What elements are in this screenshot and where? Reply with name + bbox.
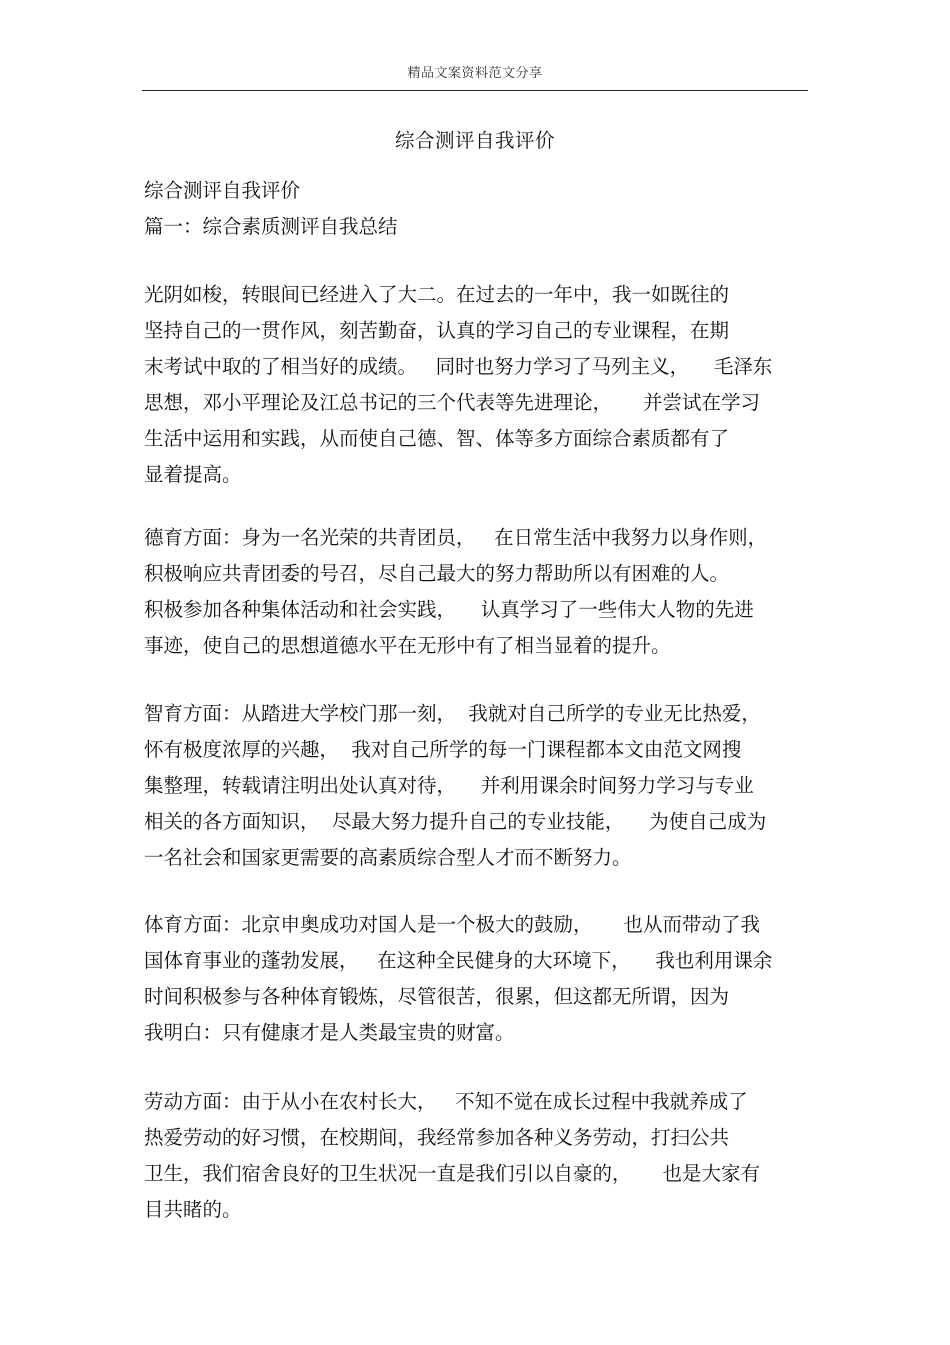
paragraph-line: 相关的各方面知识， 尽最大努力提升自己的专业技能， 为使自己成为 xyxy=(144,810,767,833)
document-title: 综合测评自我评价 xyxy=(394,129,555,152)
paragraph-line: 卫生，我们宿舍良好的卫生状况一直是我们引以自豪的， 也是大家有 xyxy=(144,1162,760,1185)
paragraph-line: 坚持自己的一贯作风，刻苦勤奋，认真的学习自己的专业课程，在期 xyxy=(144,319,730,342)
intro-subheading: 篇一：综合素质测评自我总结 xyxy=(144,215,398,238)
paragraph-line: 热爱劳动的好习惯，在校期间，我经常参加各种义务劳动，打扫公共 xyxy=(144,1126,730,1149)
paragraph-line: 智育方面：从踏进大学校门那一刻， 我就对自己所学的专业无比热爱， xyxy=(144,702,761,725)
paragraph-line: 一名社会和国家更需要的高素质综合型人才而不断努力。 xyxy=(144,846,632,869)
page-header: 精品文案资料范文分享 xyxy=(407,66,543,81)
paragraph-line: 积极响应共青团委的号召，尽自己最大的努力帮助所以有困难的人。 xyxy=(144,562,730,585)
paragraph-line: 思想，邓小平理论及江总书记的三个代表等先进理论， 并尝试在学习 xyxy=(144,391,760,414)
paragraph-line: 事迹，使自己的思想道德水平在无形中有了相当显着的提升。 xyxy=(144,634,671,657)
intro-block xyxy=(144,173,398,245)
header-divider xyxy=(142,90,808,91)
paragraph-line: 生活中运用和实践，从而使自己德、智、体等多方面综合素质都有了 xyxy=(144,427,730,450)
paragraph-moral xyxy=(144,520,767,664)
paragraph-physical xyxy=(144,907,772,1051)
paragraph-line: 集整理，转载请注明出处认真对待， 并利用课余时间努力学习与专业 xyxy=(144,774,754,797)
intro-heading: 综合测评自我评价 xyxy=(144,179,301,202)
paragraph-overview xyxy=(144,277,772,493)
paragraph-line: 末考试中取的了相当好的成绩。 同时也努力学习了马列主义， 毛泽东 xyxy=(144,355,773,378)
paragraph-line: 国体育事业的蓬勃发展， 在这种全民健身的大环境下， 我也利用课余 xyxy=(144,949,773,972)
paragraph-line: 目共睹的。 xyxy=(144,1198,242,1221)
paragraph-line: 光阴如梭，转眼间已经进入了大二。在过去的一年中，我一如既往的 xyxy=(144,283,730,306)
paragraph-line: 显着提高。 xyxy=(144,463,242,486)
paragraph-line: 时间积极参与各种体育锻炼，尽管很苦，很累，但这都无所谓，因为 xyxy=(144,985,730,1008)
paragraph-line: 怀有极度浓厚的兴趣， 我对自己所学的每一门课程都本文由范文网搜 xyxy=(144,738,742,761)
paragraph-intellectual xyxy=(144,696,766,876)
paragraph-line: 体育方面：北京申奥成功对国人是一个极大的鼓励， 也从而带动了我 xyxy=(144,913,760,936)
paragraph-labor xyxy=(144,1084,760,1228)
paragraph-line: 积极参加各种集体活动和社会实践， 认真学习了一些伟大人物的先进 xyxy=(144,598,754,621)
paragraph-line: 我明白：只有健康才是人类最宝贵的财富。 xyxy=(144,1021,515,1044)
paragraph-line: 德育方面：身为一名光荣的共青团员， 在日常生活中我努力以身作则， xyxy=(144,526,768,549)
paragraph-line: 劳动方面：由于从小在农村长大， 不知不觉在成长过程中我就养成了 xyxy=(144,1090,748,1113)
